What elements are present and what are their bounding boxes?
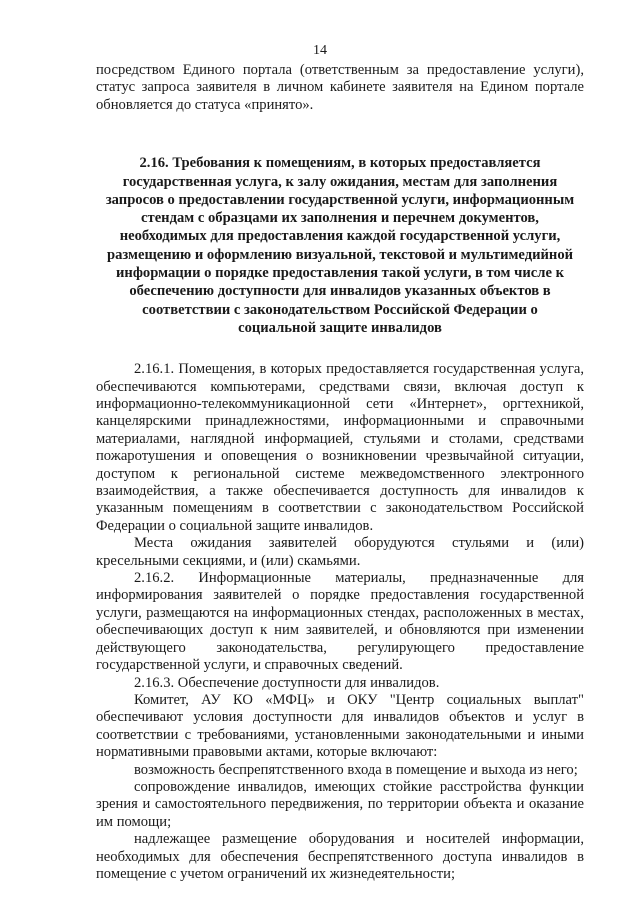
section-heading: 2.16. Требования к помещениям, в которых предоставляется государственная услуга, к залу ожидания, местам для заполнения запросов о предоставлении государственной услуги, информационным стендам с образцами их заполнения и перечнем документов, необходимых для предоставления каждой государственной услуги, размещению и оформлению визуальной, текстовой и мультимедийной информации о порядке предоставления такой услуги, в том числе к обеспечению доступности для инвалидов указанных объектов в соответствии с законодательством Российской Федерации о социальной защите инвалидов [105, 155, 575, 336]
page-number: 14 [313, 43, 327, 58]
list-item-entry-exit: возможность беспрепятственного входа в помещение и выхода из него; [134, 761, 578, 778]
paragraph-waiting-places: Места ожидания заявителей оборудуются стульями и (или) кресельными секциями, и (или) скамьями. [96, 535, 584, 569]
paragraph-2-16-2: 2.16.2. Информационные материалы, предназначенные для информирования заявителей о порядке предоставления государственной услуги, размещаются на информационных стендах, расположенных в местах, обеспечивающих доступ к ним заявителей, и обновляются при изменении действующего законодательства, регулирующего предоставление государственной услуги, и справочных сведений. [96, 570, 584, 674]
list-item-escort: сопровождение инвалидов, имеющих стойкие расстройства функции зрения и самостоятельного передвижения, по территории объекта и оказание им помощи; [96, 778, 584, 830]
intro-paragraph: посредством Единого портала (ответственным за предоставление услуги), статус запроса заявителя в личном кабинете заявителя на Едином портале обновляется до статуса «принято». [96, 62, 584, 113]
paragraph-2-16-1: 2.16.1. Помещения, в которых предоставляется государственная услуга, обеспечиваются компьютерами, средствами связи, включая доступ к информационно-телекоммуникационной сети «Интернет», оргтехникой, канцелярскими принадлежностями, информационными и справочными материалами, наглядной информацией, стульями и столами, средствами пожаротушения и оповещения о возникновении чрезвычайной ситуации, доступом к региональной системе межведомственного электронного взаимодействия, а также обеспечивается доступность для инвалидов к указанным помещениям в соответствии с законодательством Российской Федерации о социальной защите инвалидов. [96, 361, 584, 534]
paragraph-committee-conditions: Комитет, АУ КО «МФЦ» и ОКУ "Центр социальных выплат" обеспечивают условия доступности для инвалидов объектов и услуг в соответствии с требованиями, установленными законодательными и иными нормативными правовыми актами, которые включают: [96, 691, 584, 761]
list-item-equipment-placement: надлежащее размещение оборудования и носителей информации, необходимых для обеспечения беспрепятственного доступа инвалидов в помещение с учетом ограничений их жизнедеятельности; [96, 831, 584, 882]
document-body [96, 62, 584, 883]
paragraph-2-16-3: 2.16.3. Обеспечение доступности для инвалидов. [134, 674, 440, 691]
